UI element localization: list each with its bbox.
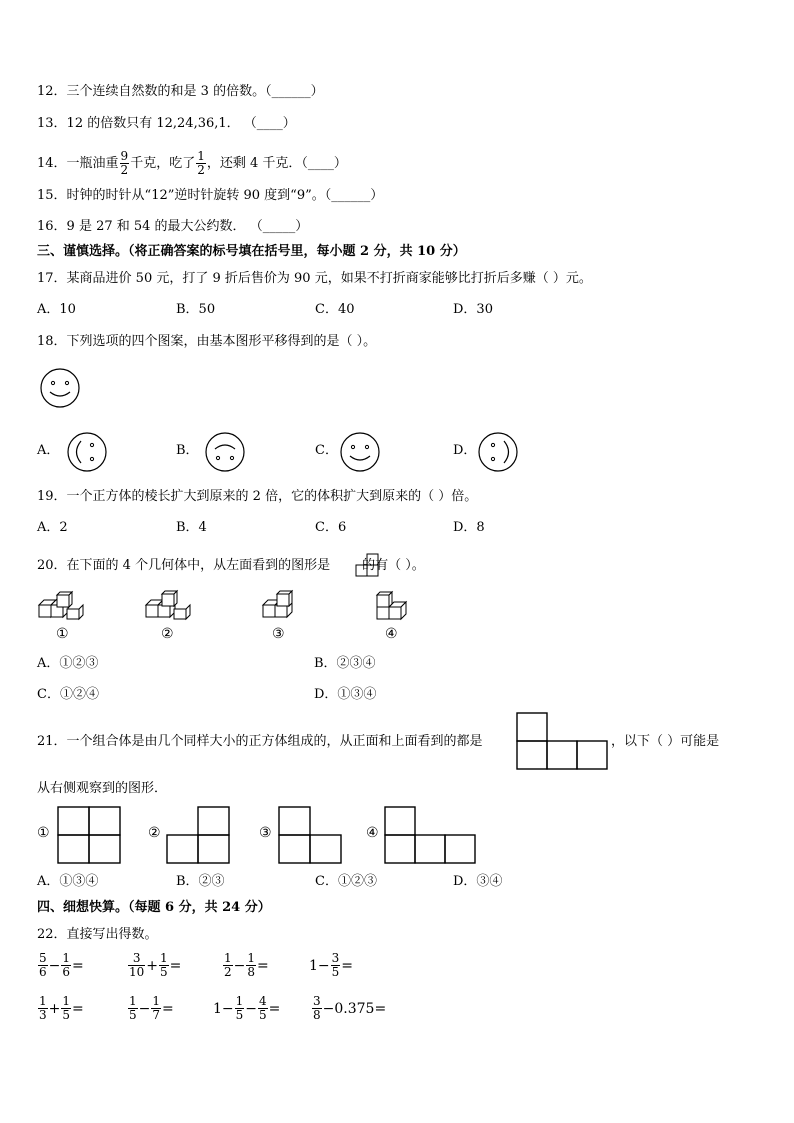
q14-text-a: 14．一瓶油重 xyxy=(37,156,119,171)
q17-option-a[interactable]: A．10 xyxy=(37,302,76,317)
numerator: 1 xyxy=(197,149,205,163)
numerator: 1 xyxy=(62,994,71,1008)
q14-text-b: 千克，吃了 xyxy=(130,156,196,171)
q17-option-d[interactable]: D．30 xyxy=(453,302,493,317)
numerator: 1 xyxy=(160,951,168,965)
denominator: 8 xyxy=(313,1008,321,1022)
numerator: 1 xyxy=(39,994,47,1008)
face-rotated-right-icon xyxy=(477,431,519,473)
equals: = xyxy=(268,1000,281,1017)
numerator: 3 xyxy=(128,952,145,966)
question-21-line2: 从右侧观察到的图形． xyxy=(37,781,168,796)
operator: − xyxy=(245,1000,258,1017)
q21-option-c[interactable]: C．①②③ xyxy=(315,874,377,889)
q18-option-b[interactable]: B． xyxy=(176,443,199,458)
numerator: 1 xyxy=(129,994,137,1008)
q19-option-b[interactable]: B．4 xyxy=(176,520,207,535)
operator: −0.375 xyxy=(322,1000,375,1017)
question-19: 19．一个正方体的棱长扩大到原来的 2 倍，它的体积扩大到原来的（ ）倍。 xyxy=(37,489,478,504)
q14-text-c: ，还剩 4 千克．（____） xyxy=(206,156,347,171)
math-expression xyxy=(311,995,386,1022)
solid-label-3: ③ xyxy=(272,626,285,642)
equals: = xyxy=(72,1000,84,1017)
denominator: 5 xyxy=(62,1008,71,1022)
cube-solid-1-icon xyxy=(37,591,87,625)
q20-option-d[interactable]: D．①③④ xyxy=(314,687,377,702)
denominator: 5 xyxy=(259,1008,267,1022)
numerator: 3 xyxy=(331,951,340,965)
denominator: 6 xyxy=(39,965,47,979)
smiley-face-icon xyxy=(339,431,381,473)
section-3-heading: 三、谨慎选择。（将正确答案的标号填在括号里，每小题 2 分，共 10 分） xyxy=(37,244,466,259)
numerator: 1 xyxy=(235,994,244,1008)
fraction xyxy=(120,150,130,177)
question-21-cont: ，以下（ ）可能是 xyxy=(611,734,720,749)
cube-solid-2-icon xyxy=(144,591,194,625)
question-15: 15．时钟的时针从“12”逆时针旋转 90 度到“9”。（______） xyxy=(37,188,384,203)
operator: 1− xyxy=(213,1000,234,1017)
view-shape-3-icon xyxy=(278,806,342,864)
numerator: 3 xyxy=(313,994,321,1008)
math-expression xyxy=(37,995,84,1022)
denominator: 5 xyxy=(160,965,168,979)
q19-option-c[interactable]: C．6 xyxy=(315,520,347,535)
operator: + xyxy=(48,1000,61,1017)
q18-option-a[interactable]: A． xyxy=(37,443,60,458)
denominator: 5 xyxy=(331,965,340,979)
math-expression xyxy=(309,952,353,979)
view-label-1: ① xyxy=(37,825,50,841)
operator: − xyxy=(233,957,246,974)
denominator: 2 xyxy=(197,163,205,177)
q19-option-a[interactable]: A．2 xyxy=(37,520,68,535)
operator: − xyxy=(48,957,61,974)
denominator: 2 xyxy=(120,163,129,177)
denominator: 5 xyxy=(129,1008,137,1022)
solid-label-1: ① xyxy=(56,626,69,642)
view-shape-4-icon xyxy=(384,806,476,864)
equals: = xyxy=(162,1000,174,1017)
q21-option-b[interactable]: B．②③ xyxy=(176,874,225,889)
numerator: 1 xyxy=(224,951,232,965)
face-upside-down-icon xyxy=(204,431,246,473)
q21-option-d[interactable]: D．③④ xyxy=(453,874,503,889)
question-17: 17．某商品进价 50 元，打了 9 折后售价为 90 元，如果不打折商家能够比打折后多赚（ ）元。 xyxy=(37,271,592,286)
q19-option-d[interactable]: D．8 xyxy=(453,520,485,535)
equals: = xyxy=(72,957,84,974)
section-4-heading: 四、细想快算。（每题 6 分，共 24 分） xyxy=(37,900,271,915)
equals: = xyxy=(341,957,354,974)
denominator: 3 xyxy=(39,1008,47,1022)
denominator: 10 xyxy=(129,965,145,979)
math-expression xyxy=(127,952,181,979)
math-expression xyxy=(37,952,84,979)
cube-solid-3-icon xyxy=(259,591,309,625)
face-rotated-left-icon xyxy=(66,431,108,473)
denominator: 6 xyxy=(62,965,71,979)
q18-option-c[interactable]: C． xyxy=(315,443,338,458)
numerator: 1 xyxy=(152,994,161,1008)
q20-option-b[interactable]: B．②③④ xyxy=(314,656,376,671)
math-expression xyxy=(127,995,174,1022)
solid-label-2: ② xyxy=(161,626,174,642)
question-22: 22．直接写出得数。 xyxy=(37,927,158,942)
math-expression xyxy=(213,995,280,1022)
numerator: 9 xyxy=(120,149,129,163)
question-21: 21．一个组合体是由几个同样大小的正方体组成的，从正面和上面看到的都是 xyxy=(37,734,483,749)
question-12: 12．三个连续自然数的和是 3 的倍数。（______） xyxy=(37,84,324,99)
numerator: 1 xyxy=(247,951,256,965)
question-13: 13．12 的倍数只有 12,24,36,1． （____） xyxy=(37,116,296,131)
cube-solid-4-icon xyxy=(375,591,425,625)
equals: = xyxy=(374,1000,387,1017)
view-label-3: ③ xyxy=(259,825,272,841)
denominator: 2 xyxy=(224,965,232,979)
fraction xyxy=(196,150,206,177)
q20-option-a[interactable]: A．①②③ xyxy=(37,656,99,671)
operator: − xyxy=(138,1000,151,1017)
view-label-2: ② xyxy=(148,825,161,841)
front-top-view-shape-icon xyxy=(516,712,608,770)
math-expression xyxy=(222,952,269,979)
q20-text-a: 20．在下面的 4 个几何体中，从左面看到的图形是 xyxy=(37,558,331,573)
view-label-4: ④ xyxy=(366,825,379,841)
equals: = xyxy=(257,957,269,974)
solid-label-4: ④ xyxy=(385,626,398,642)
numerator: 1 xyxy=(62,951,71,965)
question-14 xyxy=(37,150,347,177)
q20-option-c[interactable]: C．①②④ xyxy=(37,687,99,702)
q17-option-b[interactable]: B．50 xyxy=(176,302,216,317)
operator: + xyxy=(146,957,159,974)
numerator: 5 xyxy=(39,951,47,965)
question-18: 18．下列选项的四个图案，由基本图形平移得到的是（ ）。 xyxy=(37,334,377,349)
q20-text-b: 的有（ ）。 xyxy=(362,558,425,573)
q18-option-d[interactable]: D． xyxy=(453,443,477,458)
operator: 1− xyxy=(309,957,330,974)
view-shape-2-icon xyxy=(166,806,230,864)
denominator: 5 xyxy=(235,1008,244,1022)
q21-option-a[interactable]: A．①③④ xyxy=(37,874,99,889)
view-shape-1-icon xyxy=(57,806,121,864)
question-16: 16．9 是 27 和 54 的最大公约数． （_____） xyxy=(37,219,309,234)
denominator: 8 xyxy=(247,965,256,979)
q17-option-c[interactable]: C．40 xyxy=(315,302,355,317)
numerator: 4 xyxy=(259,994,267,1008)
equals: = xyxy=(169,957,182,974)
denominator: 7 xyxy=(152,1008,161,1022)
smiley-face-icon xyxy=(39,367,81,409)
left-view-shape-icon xyxy=(354,553,380,577)
